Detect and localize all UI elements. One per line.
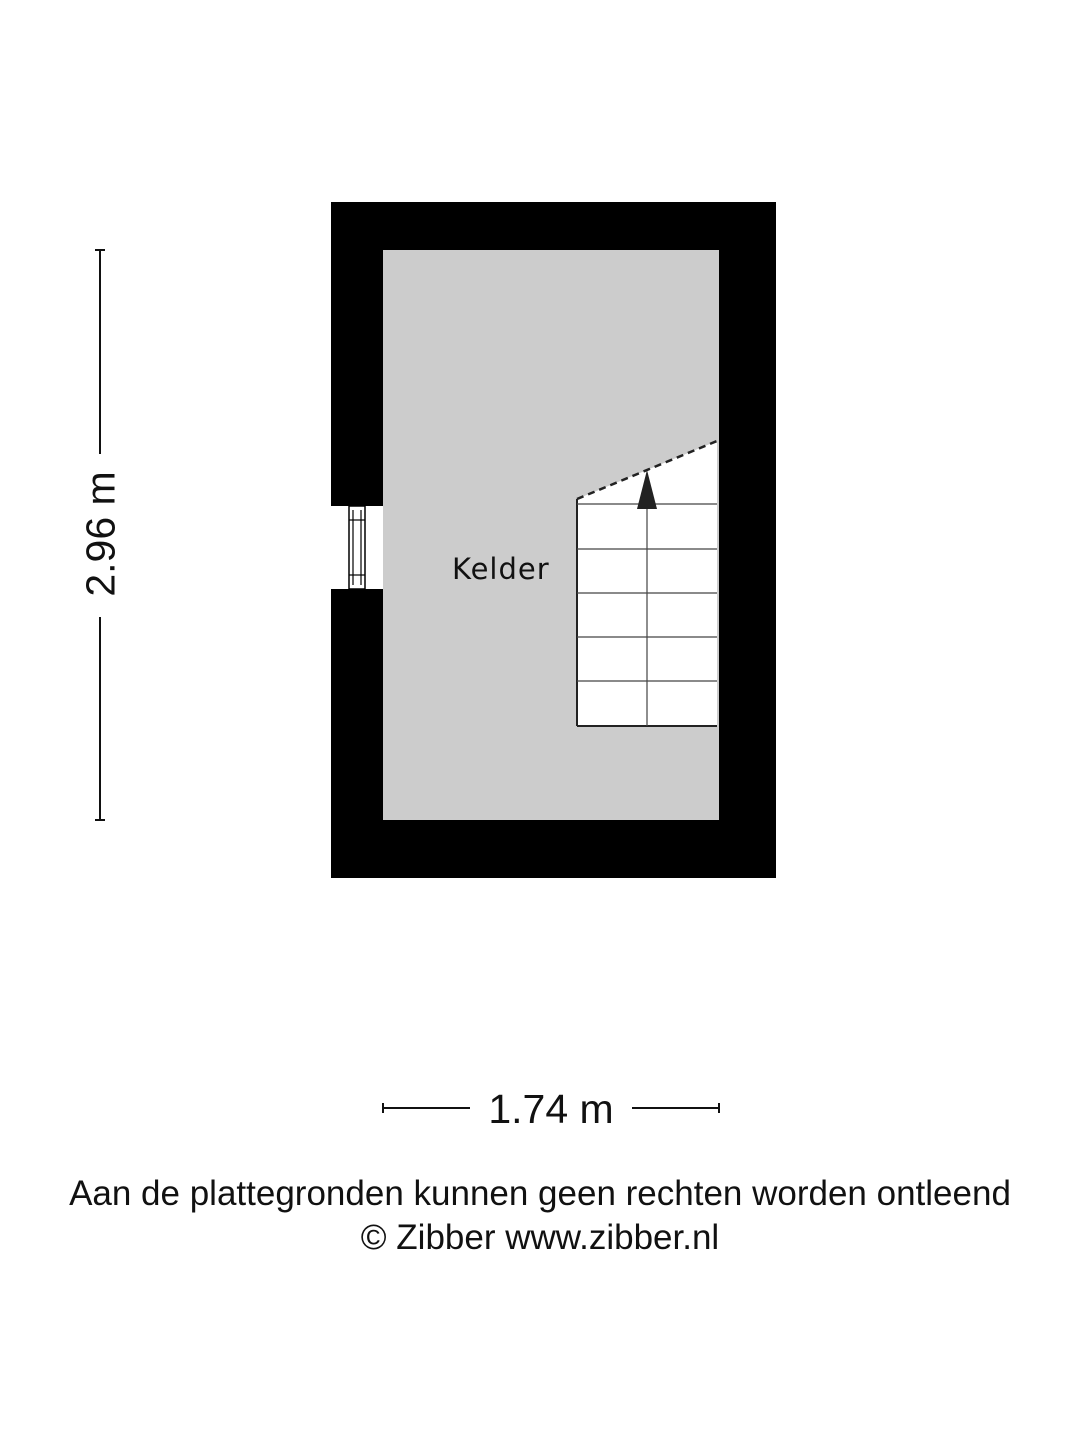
copyright-text: © Zibber www.zibber.nl [360, 1218, 720, 1257]
width-dimension-label: 1.74 m [488, 1086, 614, 1132]
disclaimer-text: Aan de plattegronden kunnen geen rechten worden ontleend [69, 1174, 1011, 1213]
height-dimension-label: 2.96 m [77, 471, 124, 597]
footer [0, 1172, 1080, 1260]
room-label: Kelder [452, 552, 550, 586]
window-icon [331, 506, 383, 589]
